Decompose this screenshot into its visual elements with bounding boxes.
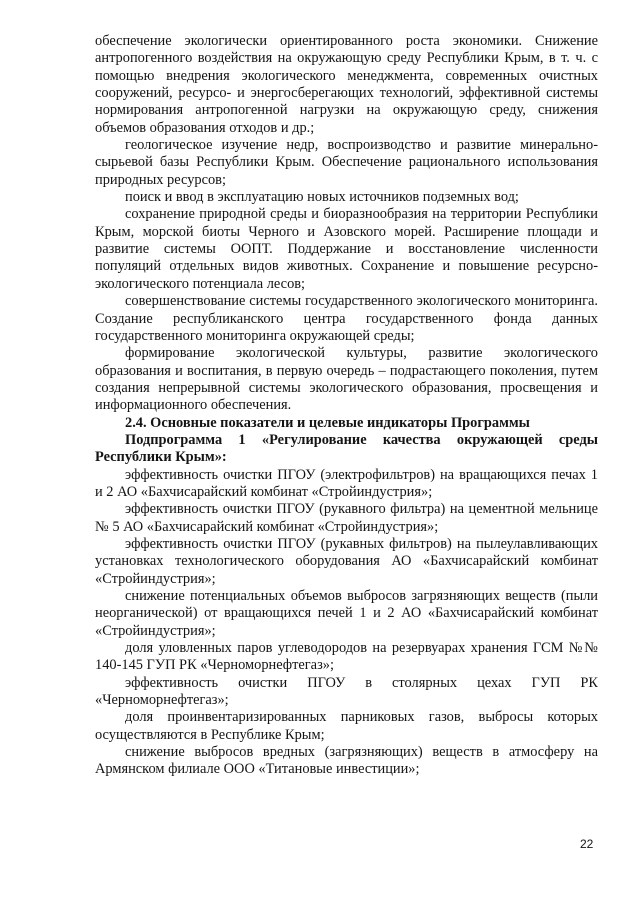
indicator-greenhouse-gases: доля проинвентаризированных парниковых газов, выбросы которых осуществляются в Республике Крым; xyxy=(95,709,598,743)
page-number: 22 xyxy=(580,837,594,851)
indicator-titanium-emissions: снижение выбросов вредных (загрязняющих) веществ в атмосферу на Армянском филиале ООО «Титановые инвестиции»; xyxy=(95,744,598,778)
indicator-hydrocarbon-vapors: доля уловленных паров углеводородов на резервуарах хранения ГСМ №№ 140-145 ГУП РК «Черноморнефтегаз»; xyxy=(95,640,598,674)
indicator-electrofilters: эффективность очистки ПГОУ (электрофильтров) на вращающихся печах 1 и 2 АО «Бахчисарайский комбинат «Стройиндустрия»; xyxy=(95,466,598,500)
subprogram-heading: Подпрограмма 1 «Регулирование качества окружающей среды Республики Крым»: xyxy=(95,431,598,466)
indicator-bag-filter-mill: эффективность очистки ПГОУ (рукавного фильтра) на цементной мельнице № 5 АО «Бахчисарайский комбинат «Стройиндустрия»; xyxy=(95,501,598,535)
paragraph-economic-growth: обеспечение экологически ориентированного роста экономики. Снижение антропогенного воздействия на окружающую среду Республики Крым, в т. ч. с помощью внедрения экологического менеджмента, современных очистных сооружений, ресурсо- и энергосберегающих технологий, эффективной системы нормирования антропогенной нагрузки на окружающую среду, снижения объемов образования отходов и др.; xyxy=(95,33,598,136)
paragraph-groundwater: поиск и ввод в эксплуатацию новых источников подземных вод; xyxy=(125,189,519,206)
body-text xyxy=(95,33,598,779)
indicator-dust-emissions: снижение потенциальных объемов выбросов загрязняющих веществ (пыли неорганической) от вращающихся печей 1 и 2 АО «Бахчисарайский комбинат «Стройиндустрия»; xyxy=(95,588,598,639)
paragraph-eco-culture: формирование экологической культуры, развитие экологического образования и воспитания, в первую очередь – подрастающего поколения, путем создания непрерывной системы экологического образования, просвещения и информационного обеспечения. xyxy=(95,345,598,414)
paragraph-geology: геологическое изучение недр, воспроизводство и развитие минерально-сырьевой базы Республики Крым. Обеспечение рационального использования природных ресурсов; xyxy=(95,137,598,188)
paragraph-monitoring: совершенствование системы государственного экологического мониторинга. Создание республиканского центра государственного фонда данных государственного мониторинга окружающей среды; xyxy=(95,293,598,344)
indicator-bag-filters-dust: эффективность очистки ПГОУ (рукавных фильтров) на пылеулавливающих установках технологического оборудования АО «Бахчисарайский комбинат «Стройиндустрия»; xyxy=(95,535,598,587)
paragraph-biodiversity: сохранение природной среды и биоразнообразия на территории Республики Крым, морской биоты Черного и Азовского морей. Расширение площади и развитие системы ООПТ. Поддержание и восстановление численности популяций отдельных видов животных. Сохранение и повышение ресурсно-экологического потенциала лесов; xyxy=(95,206,598,292)
indicator-carpentry-shops: эффективность очистки ПГОУ в столярных цехах ГУП РК «Черноморнефтегаз»; xyxy=(95,674,598,709)
section-heading: 2.4. Основные показатели и целевые индикаторы Программы xyxy=(125,414,530,431)
